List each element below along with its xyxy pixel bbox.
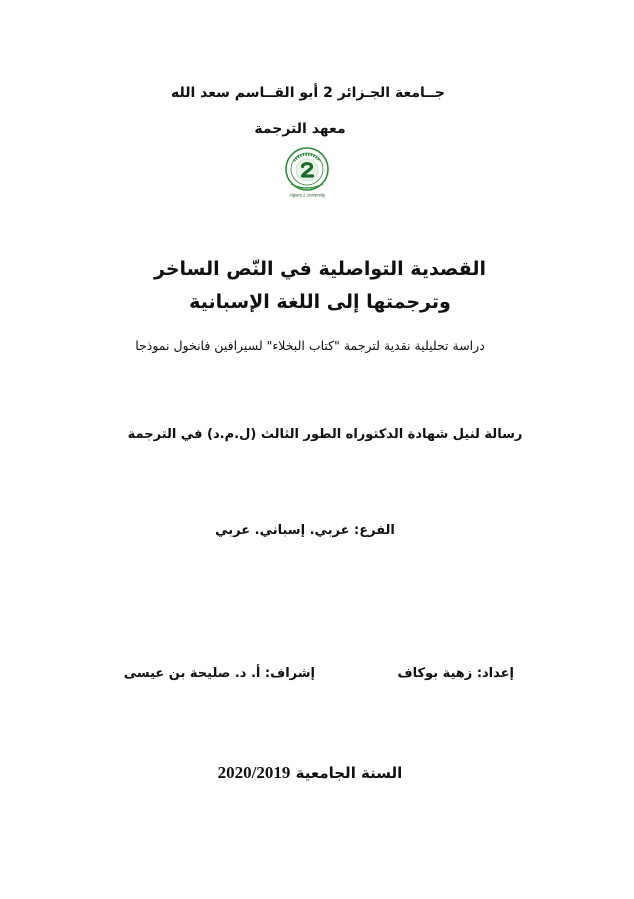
thesis-title-line-2: وترجمتها إلى اللغة الإسبانية bbox=[189, 291, 451, 313]
academic-year bbox=[180, 764, 440, 781]
academic-year-value: 2020/2019 bbox=[217, 763, 291, 782]
thesis-subtitle: دراسة تحليلية نقدية لترجمة "كتاب البخلاء" لسيرافين فانخول نموذجا bbox=[135, 338, 485, 353]
supervised-by: إشراف: أ. د. صليحة بن عيسى bbox=[123, 666, 315, 681]
prepared-by: إعداد: زهية بوكاف bbox=[397, 666, 514, 681]
academic-year-label: السنة الجامعية bbox=[295, 764, 403, 782]
branch-statement: الفرع: عربي. إسباني. عربي bbox=[215, 523, 395, 538]
university-logo-icon bbox=[284, 146, 330, 202]
institute-name: معهد الترجمة bbox=[254, 121, 346, 137]
university-name: جــامعة الجـزائر 2 أبو القــاسم سعد الله bbox=[171, 85, 445, 101]
logo-caption: Algiers 2 University bbox=[289, 192, 325, 198]
thesis-title-line-1: القصدية التواصلية في النّص الساخر bbox=[154, 258, 486, 280]
degree-statement: رسالة لنيل شهادة الدكتوراه الطور الثالث (ل.م.د) في الترجمة bbox=[127, 427, 523, 442]
